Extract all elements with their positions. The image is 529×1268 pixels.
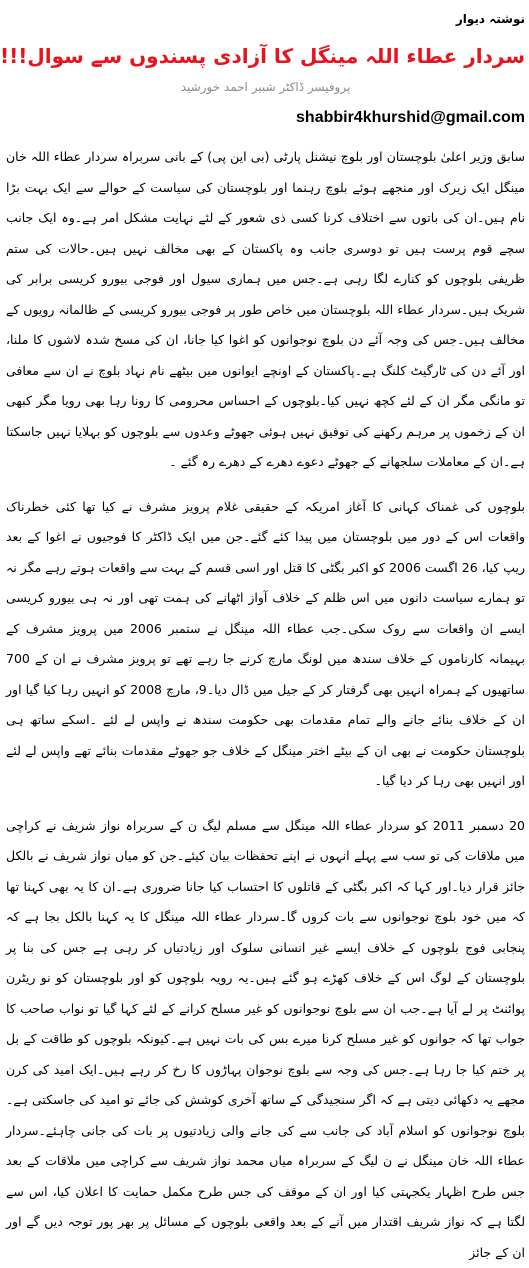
paragraph-1: سابق وزیر اعلیٰ بلوچستان اور بلوچ نیشنل پارٹی (بی این پی) کے بانی سربراہ سردار عطاء اللہ خان مینگل ایک زیرک اور منجھے ہوئے بلوچ رہنما اور بلوچستان کی سیاست کے حوالے سے ایک بہت بڑا نام ہیں۔ان کی باتوں سے اختلاف کرنا کسی ذی شعور کے لئے نہایت مشکل امر ہے۔وہ ایک جانب سچے قوم پرست ہیں تو دوسری جانب وہ پاکستان کے بھی مخالف نہیں ہیں۔حالات کی ستم ظریفی بلوچوں کو کنارے لگا رہی ہے۔جس میں ہماری سیول اور فوجی بیورو کریسی برابر کی شریک ہیں۔سردار عطاء اللہ بلوچستان میں خاص طور پر فوجی بیورو کریسی کے ظالمانہ رویوں کے مخالف ہیں۔جس کی وجہ آئے دن بلوچ نوجوانوں کو اغوا کیا جانا، ان کی مسخ شدہ لاشوں کا ملنا، اور آئے دن کی ٹارگیٹ کلنگ ہے۔پاکستان کے اونچے ایوانوں میں بیٹھے نام نہاد بلوچ نے ان سے معافی تو مانگی مگر ان کے لئے کچھ نہیں کیا۔بلوچوں کے احساس محرومی کا رونا رہا بھی رویا مگر کبھی ان کے زخموں پر مرہم رکھنے کی توفیق نہیں ہوئی جھوٹے وعدوں سے بلوچوں کو بہلایا نہیں جاسکتا ہے۔ان کے معاملات سلجھانے کے جھوٹے دعوے دھرے کے دھرے رہ گئے ۔ [6,142,525,478]
article-headline: سردار عطاء اللہ مینگل کا آزادی پسندوں سے سوال!!! [6,40,525,72]
paragraph-2: بلوچوں کی غمناک کہانی کا آغاز امریکہ کے حقیقی غلام پرویز مشرف نے کیا تھا کئی خطرناک واقعات اس کے دور میں بلوچستان میں پیدا کئے گئے۔جن میں ایک ڈاکٹر کا فوجیوں نے اغوا کے بعد ریپ کیا، 26 اگست 2006 کو اکبر بگٹی کا قتل اور اسی قسم کے بہت سے واقعات ہوتے رہے مگر نہ تو ہمارے سیاست دانوں میں اس ظلم کے خلاف آواز اٹھانے کی ہمت تھی اور نہ ہی بیورو کریسی ایسے ان واقعات سے روک سکی۔جب عطاء اللہ مینگل نے ستمبر 2006 میں پرویز مشرف کے بہیمانہ کارناموں کے خلاف سندھ میں لونگ مارچ کرنے جا رہے تھے تو پرویز مشرف نے ان کے 700 ساتھیوں کے ہمراہ انہیں بھی گرفتار کر کے جیل میں ڈال دیا۔9، مارچ 2008 کو انہیں رہا کیا گیا اور ان کے خلاف بنائے جانے والے تمام مقدمات بھی حکومت سندھ نے واپس لے لئے ۔اسکے ساتھ ہی بلوچستان حکومت نے بھی ان کے بیٹے اختر مینگل کے خلاف جو جھوٹے مقدمات بنائے تھے واپس لے لئے اور انہیں بھی رہا کر دیا گیا۔ [6,492,525,797]
author-email[interactable]: shabbir4khurshid@gmail.com [6,106,525,130]
author-byline: پروفیسر ڈاکٹر شبیر احمد خورشید [6,76,525,98]
paragraph-3: 20 دسمبر 2011 کو سردار عطاء اللہ مینگل سے مسلم لیگ ن کے سربراہ نواز شریف نے کراچی میں ملاقات کی تو سب سے پہلے انہوں نے اپنے تحفظات بیان کیئے۔جن کو میاں نواز شریف نے بالکل جائز قرار دیا۔اور کہا کہ اکبر بگٹی کے قاتلوں کا احتساب کیا جانا ضروری ہے۔ان کا یہ بھی کہنا تھا کہ میں خود بلوچ نوجوانوں سے بات کروں گا۔سردار عطاء اللہ مینگل کا یہ کہنا بالکل بجا ہے کہ پنجابی فوج بلوچوں کے خلاف ایسے غیر انسانی سلوک اور زیادتیاں کر رہی ہے جس کی بنا پر بلوچستان کے لوگ اس کے خلاف کھڑے ہو گئے ہیں۔یہ رویہ بلوچوں کو اور بلوچستان کو نو ریٹرن پوائنٹ پر لے آیا ہے۔جب ان سے بلوچ نوجوانوں کو غیر مسلح کرانے کے لئے کہا گیا تو نواب صاحب کا جواب تھا کہ جوانوں کو غیر مسلح کرنا میرے بس کی بات نہیں ہے۔کیونکہ بلوچوں کو طاقت کے بل پر ختم کیا جا رہا ہے۔جس کی وجہ سے بلوچ نوجوان پہاڑوں کا رخ کر رہے ہیں۔ایک امید کی کرن مجھے یہ دکھائی دیتی ہے کہ اگر سنجیدگی کے ساتھ آخری کوشش کی جائے تو امید کی جاسکتی ہے۔بلوچ نوجوانوں کو اسلام آباد کی جانب سے کی جانے والی زیادتیوں پر بات کی جانی چاہئے۔سردار عطاء اللہ خان مینگل نے ن لیگ کے سربراہ میاں محمد نواز شریف سے کراچی میں ملاقات کے بعد جس طرح اظہار یکجہتی کیا اور ان کے موقف کی جس طرح مکمل حمایت کا اعلان کیا، اس سے لگتا ہے کہ نواز شریف اقتدار میں آنے کے بعد واقعی بلوچوں کے مسائل پر بھر پور توجہ دیں گے اور ان کے جائز [6,811,525,1268]
column-label: نوشتہ دیوار [6,6,525,32]
article-body [6,142,525,1268]
